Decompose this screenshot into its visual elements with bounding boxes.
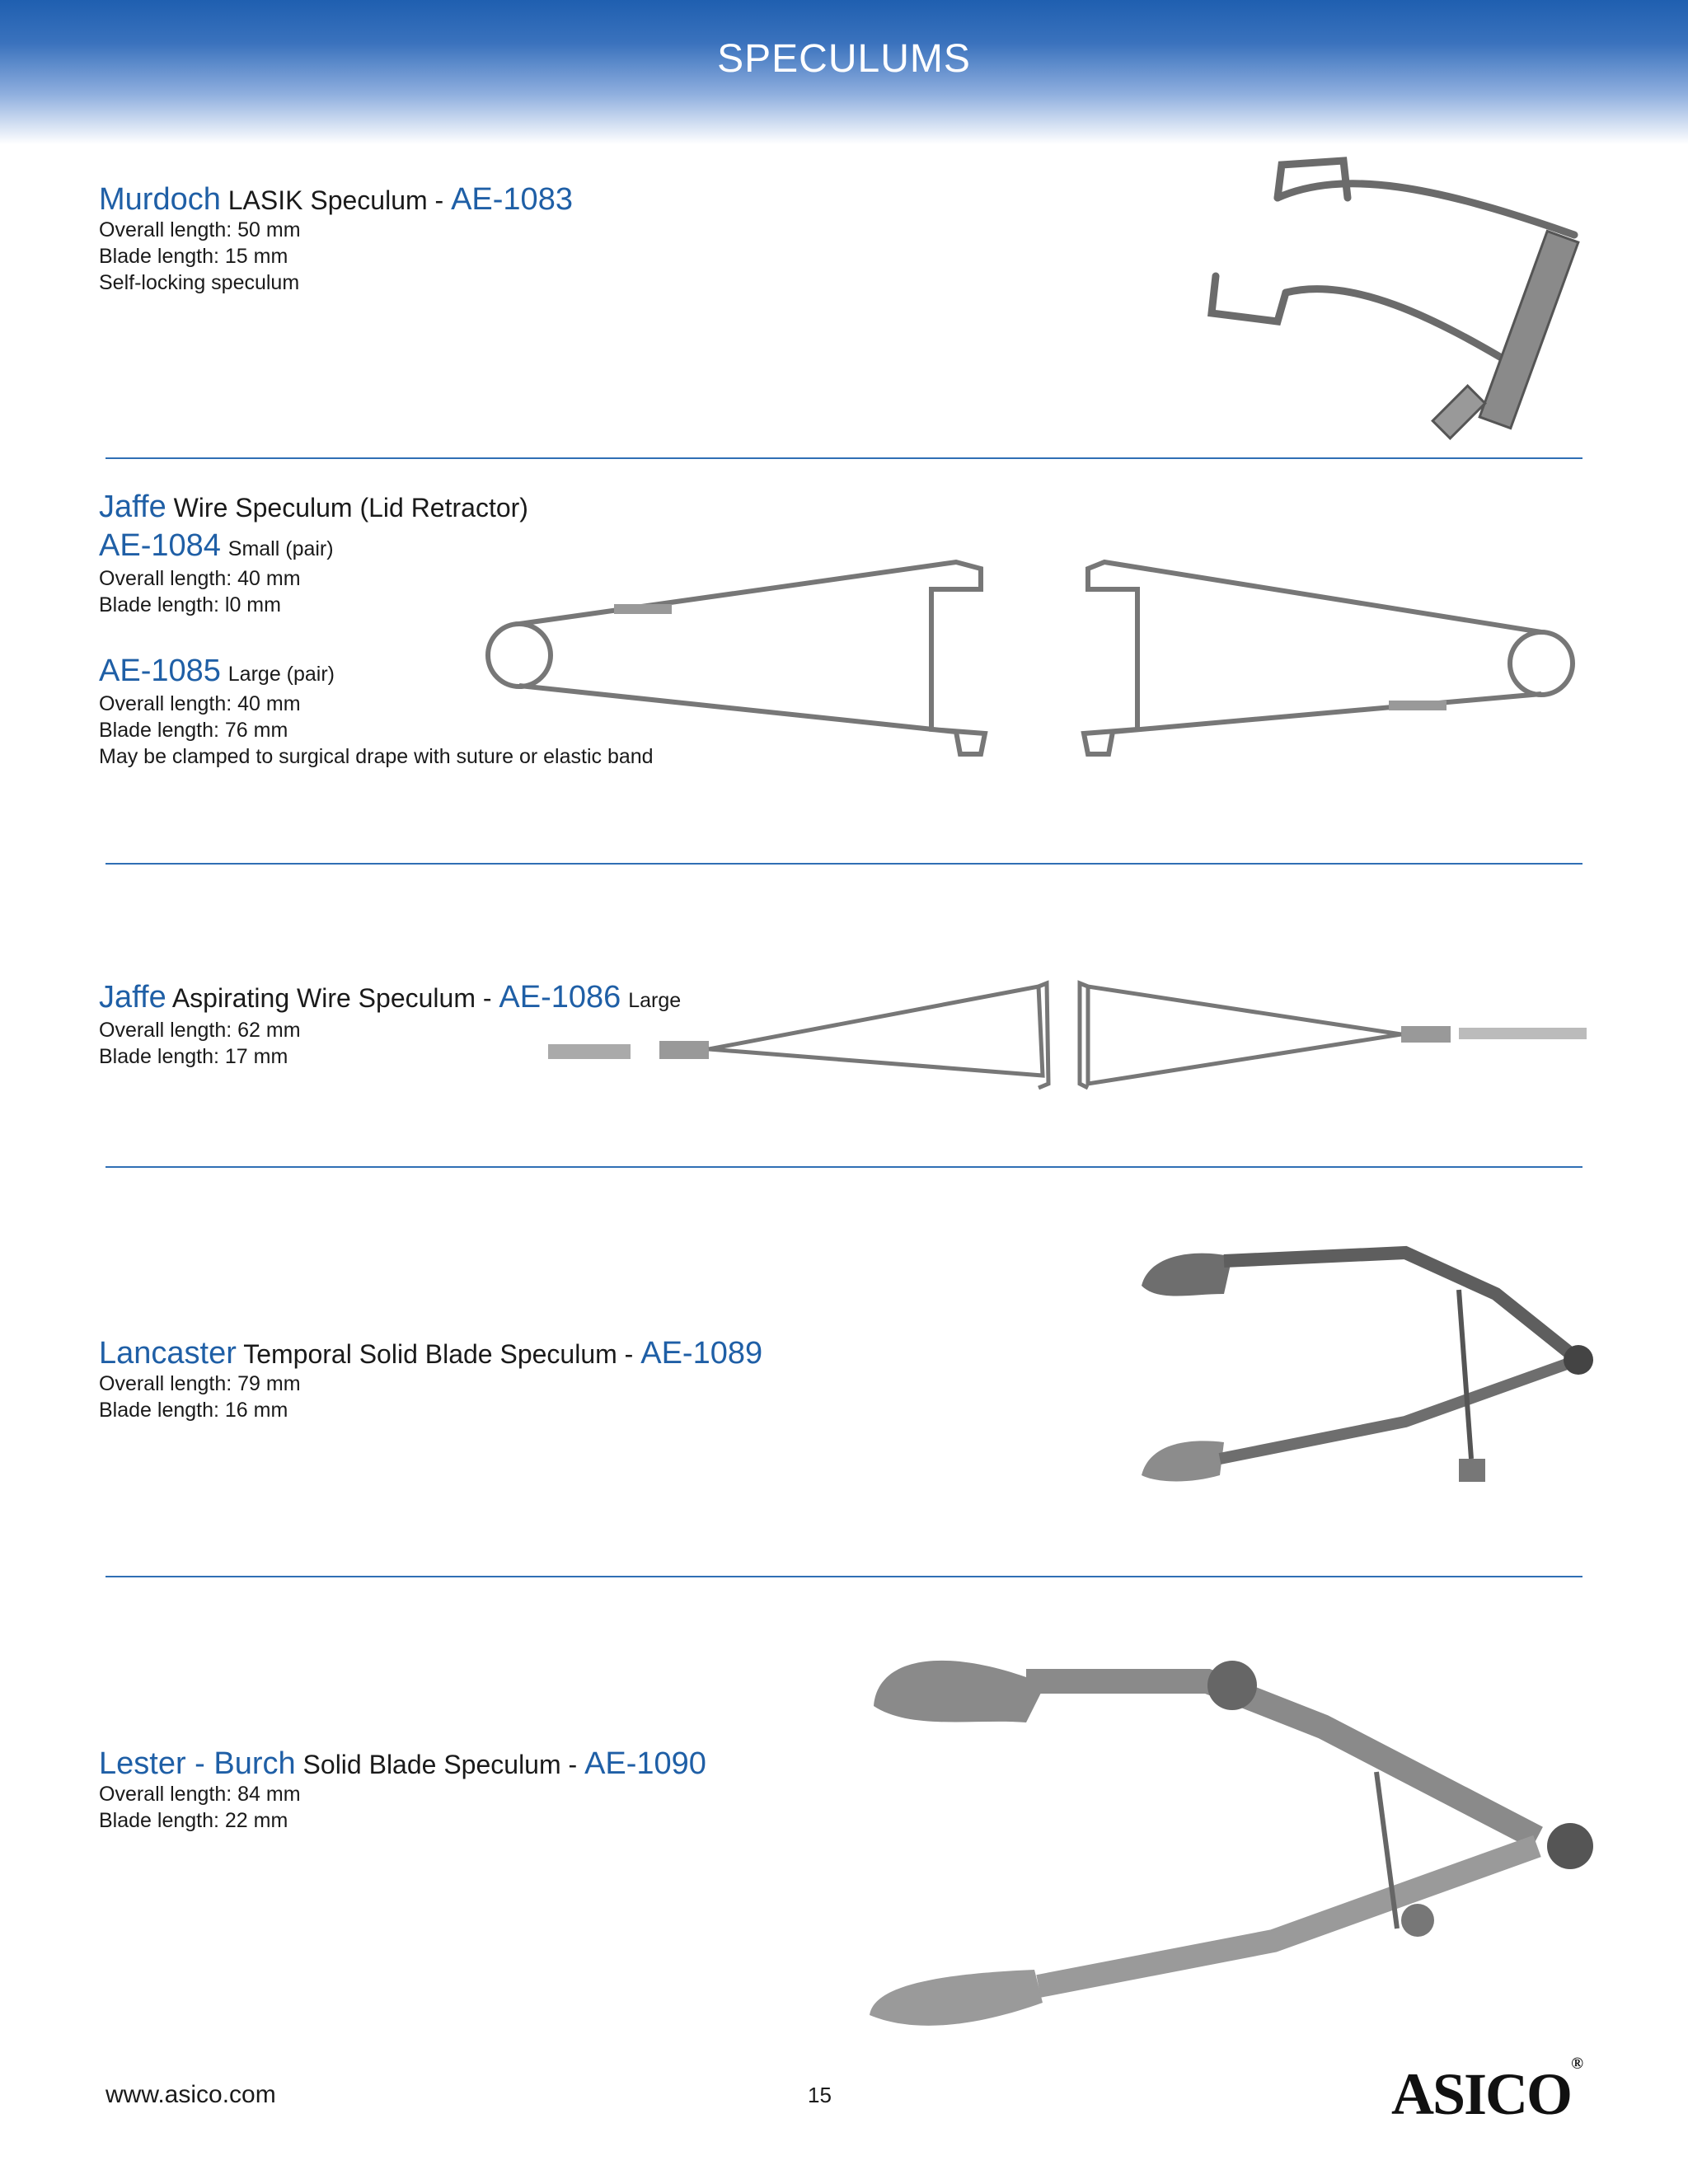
product-murdoch: [99, 183, 573, 296]
spec-line: Self-locking speculum: [99, 271, 300, 294]
product-brand: Lester - Burch: [99, 1746, 296, 1781]
page-number: 15: [808, 2083, 832, 2107]
product-brand: Lancaster: [99, 1336, 237, 1371]
product-brand: Jaffe: [99, 490, 166, 524]
product-code: AE-1089: [640, 1336, 763, 1371]
jaffe-aspirating-speculum-image: [544, 977, 1591, 1096]
spec-line: Overall length: 40 mm: [99, 692, 301, 715]
product-code: AE-1090: [584, 1746, 706, 1781]
product-size: Small (pair): [227, 537, 334, 560]
product-code: AE-1084: [99, 528, 221, 563]
spec-line: Overall length: 62 mm: [99, 1019, 301, 1042]
divider: [106, 863, 1582, 865]
footer-url: www.asico.com: [106, 2081, 276, 2108]
asico-logo: [1391, 2055, 1582, 2129]
spec-line: Blade length: 22 mm: [99, 1809, 288, 1832]
product-brand: Jaffe: [99, 980, 166, 1015]
lester-burch-speculum-image: [861, 1648, 1595, 2056]
divider: [106, 1166, 1582, 1168]
jaffe-wire-speculum-image: [470, 552, 1591, 766]
spec-line: Overall length: 40 mm: [99, 567, 301, 590]
spec-line: Blade length: 15 mm: [99, 245, 288, 268]
product-size: Large (pair): [227, 663, 335, 686]
spec-line: Blade length: 76 mm: [99, 719, 288, 742]
murdoch-speculum-image: [1187, 152, 1599, 445]
spec-line: Overall length: 79 mm: [99, 1372, 301, 1395]
product-code: AE-1085: [99, 654, 221, 688]
product-brand: Murdoch: [99, 182, 221, 217]
page-header: [0, 0, 1688, 144]
logo-text: ASICO: [1391, 2061, 1572, 2127]
lancaster-speculum-image: [1133, 1236, 1595, 1508]
product-description: Solid Blade Speculum -: [302, 1750, 585, 1779]
divider: [106, 457, 1582, 459]
product-description: Temporal Solid Blade Speculum -: [243, 1339, 641, 1369]
spec-line: Blade length: l0 mm: [99, 593, 281, 616]
spec-line: Overall length: 50 mm: [99, 218, 301, 241]
spec-line: Overall length: 84 mm: [99, 1783, 301, 1806]
product-description: Wire Speculum (Lid Retractor): [173, 493, 528, 523]
spec-line: May be clamped to surgical drape with suture or elastic band: [99, 745, 654, 768]
registered-mark: ®: [1571, 2055, 1582, 2073]
product-lester-burch: [99, 1747, 706, 1834]
divider: [106, 1576, 1582, 1577]
product-code: AE-1083: [451, 182, 573, 217]
product-size: Large: [628, 989, 682, 1012]
product-description: LASIK Speculum -: [227, 185, 452, 215]
spec-line: Blade length: 16 mm: [99, 1399, 288, 1422]
spec-line: Blade length: 17 mm: [99, 1045, 288, 1068]
product-code: AE-1086: [499, 980, 621, 1015]
page-title: SPECULUMS: [717, 37, 971, 81]
product-description: Aspirating Wire Speculum -: [171, 983, 499, 1013]
product-lancaster: [99, 1337, 762, 1423]
